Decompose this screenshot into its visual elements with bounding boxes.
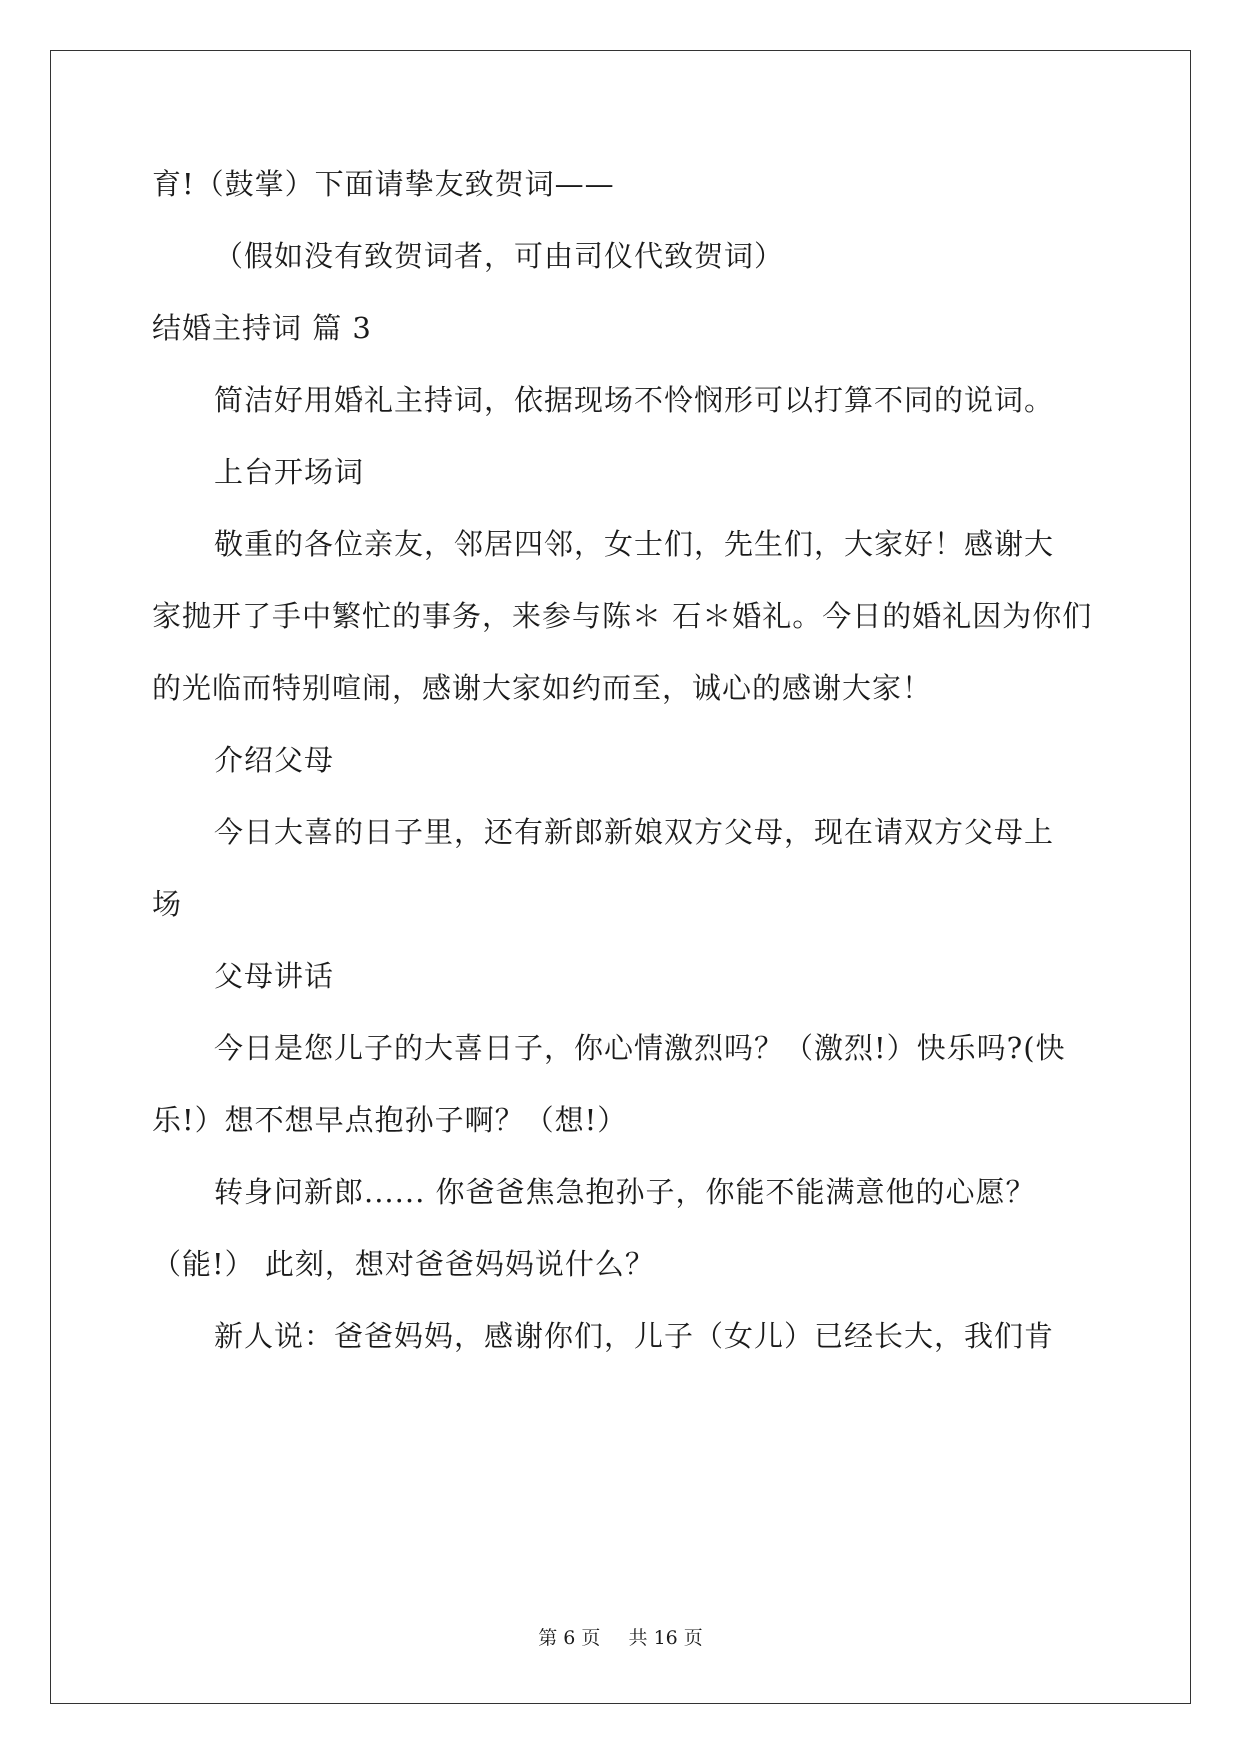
text-line: （能!） 此刻，想对爸爸妈妈说什么？ <box>152 1247 655 1281</box>
section-heading: 结婚主持词 篇 3 <box>152 311 372 345</box>
subheading: 上台开场词 <box>214 455 365 489</box>
text-line: （假如没有致贺词者，可由司仪代致贺词） <box>214 239 785 273</box>
page-border <box>50 50 1191 1704</box>
text-line: 新人说：爸爸妈妈，感谢你们，儿子（女儿）已经长大，我们肯 <box>214 1319 1055 1353</box>
text-line: 今日大喜的日子里，还有新郎新娘双方父母，现在请双方父母上 <box>214 815 1055 849</box>
text-line: 的光临而特别喧闹，感谢大家如约而至，诚心的感谢大家！ <box>152 671 933 705</box>
page-total: 共 16 页 <box>628 1627 703 1649</box>
text-line: 转身问新郎...... 你爸爸焦急抱孙子，你能不能满意他的心愿？ <box>214 1175 1036 1209</box>
text-line: 今日是您儿子的大喜日子，你心情激烈吗？（激烈!）快乐吗?(快 <box>214 1031 1066 1065</box>
text-line: 育!（鼓掌）下面请挚友致贺词—— <box>152 167 615 201</box>
text-line: 敬重的各位亲友，邻居四邻，女士们，先生们，大家好！感谢大 <box>214 527 1055 561</box>
text-line: 家抛开了手中繁忙的事务，来参与陈＊ 石＊婚礼。今日的婚礼因为你们 <box>152 599 1093 633</box>
text-line: 场 <box>152 887 183 921</box>
text-line: 简洁好用婚礼主持词，依据现场不怜悯形可以打算不同的说词。 <box>214 383 1055 417</box>
subheading: 介绍父母 <box>214 743 335 777</box>
subheading: 父母讲话 <box>214 959 335 993</box>
page-number: 第 6 页 <box>538 1627 601 1649</box>
page-footer <box>0 1626 1241 1650</box>
text-line: 乐!）想不想早点抱孙子啊？（想!） <box>152 1103 628 1137</box>
